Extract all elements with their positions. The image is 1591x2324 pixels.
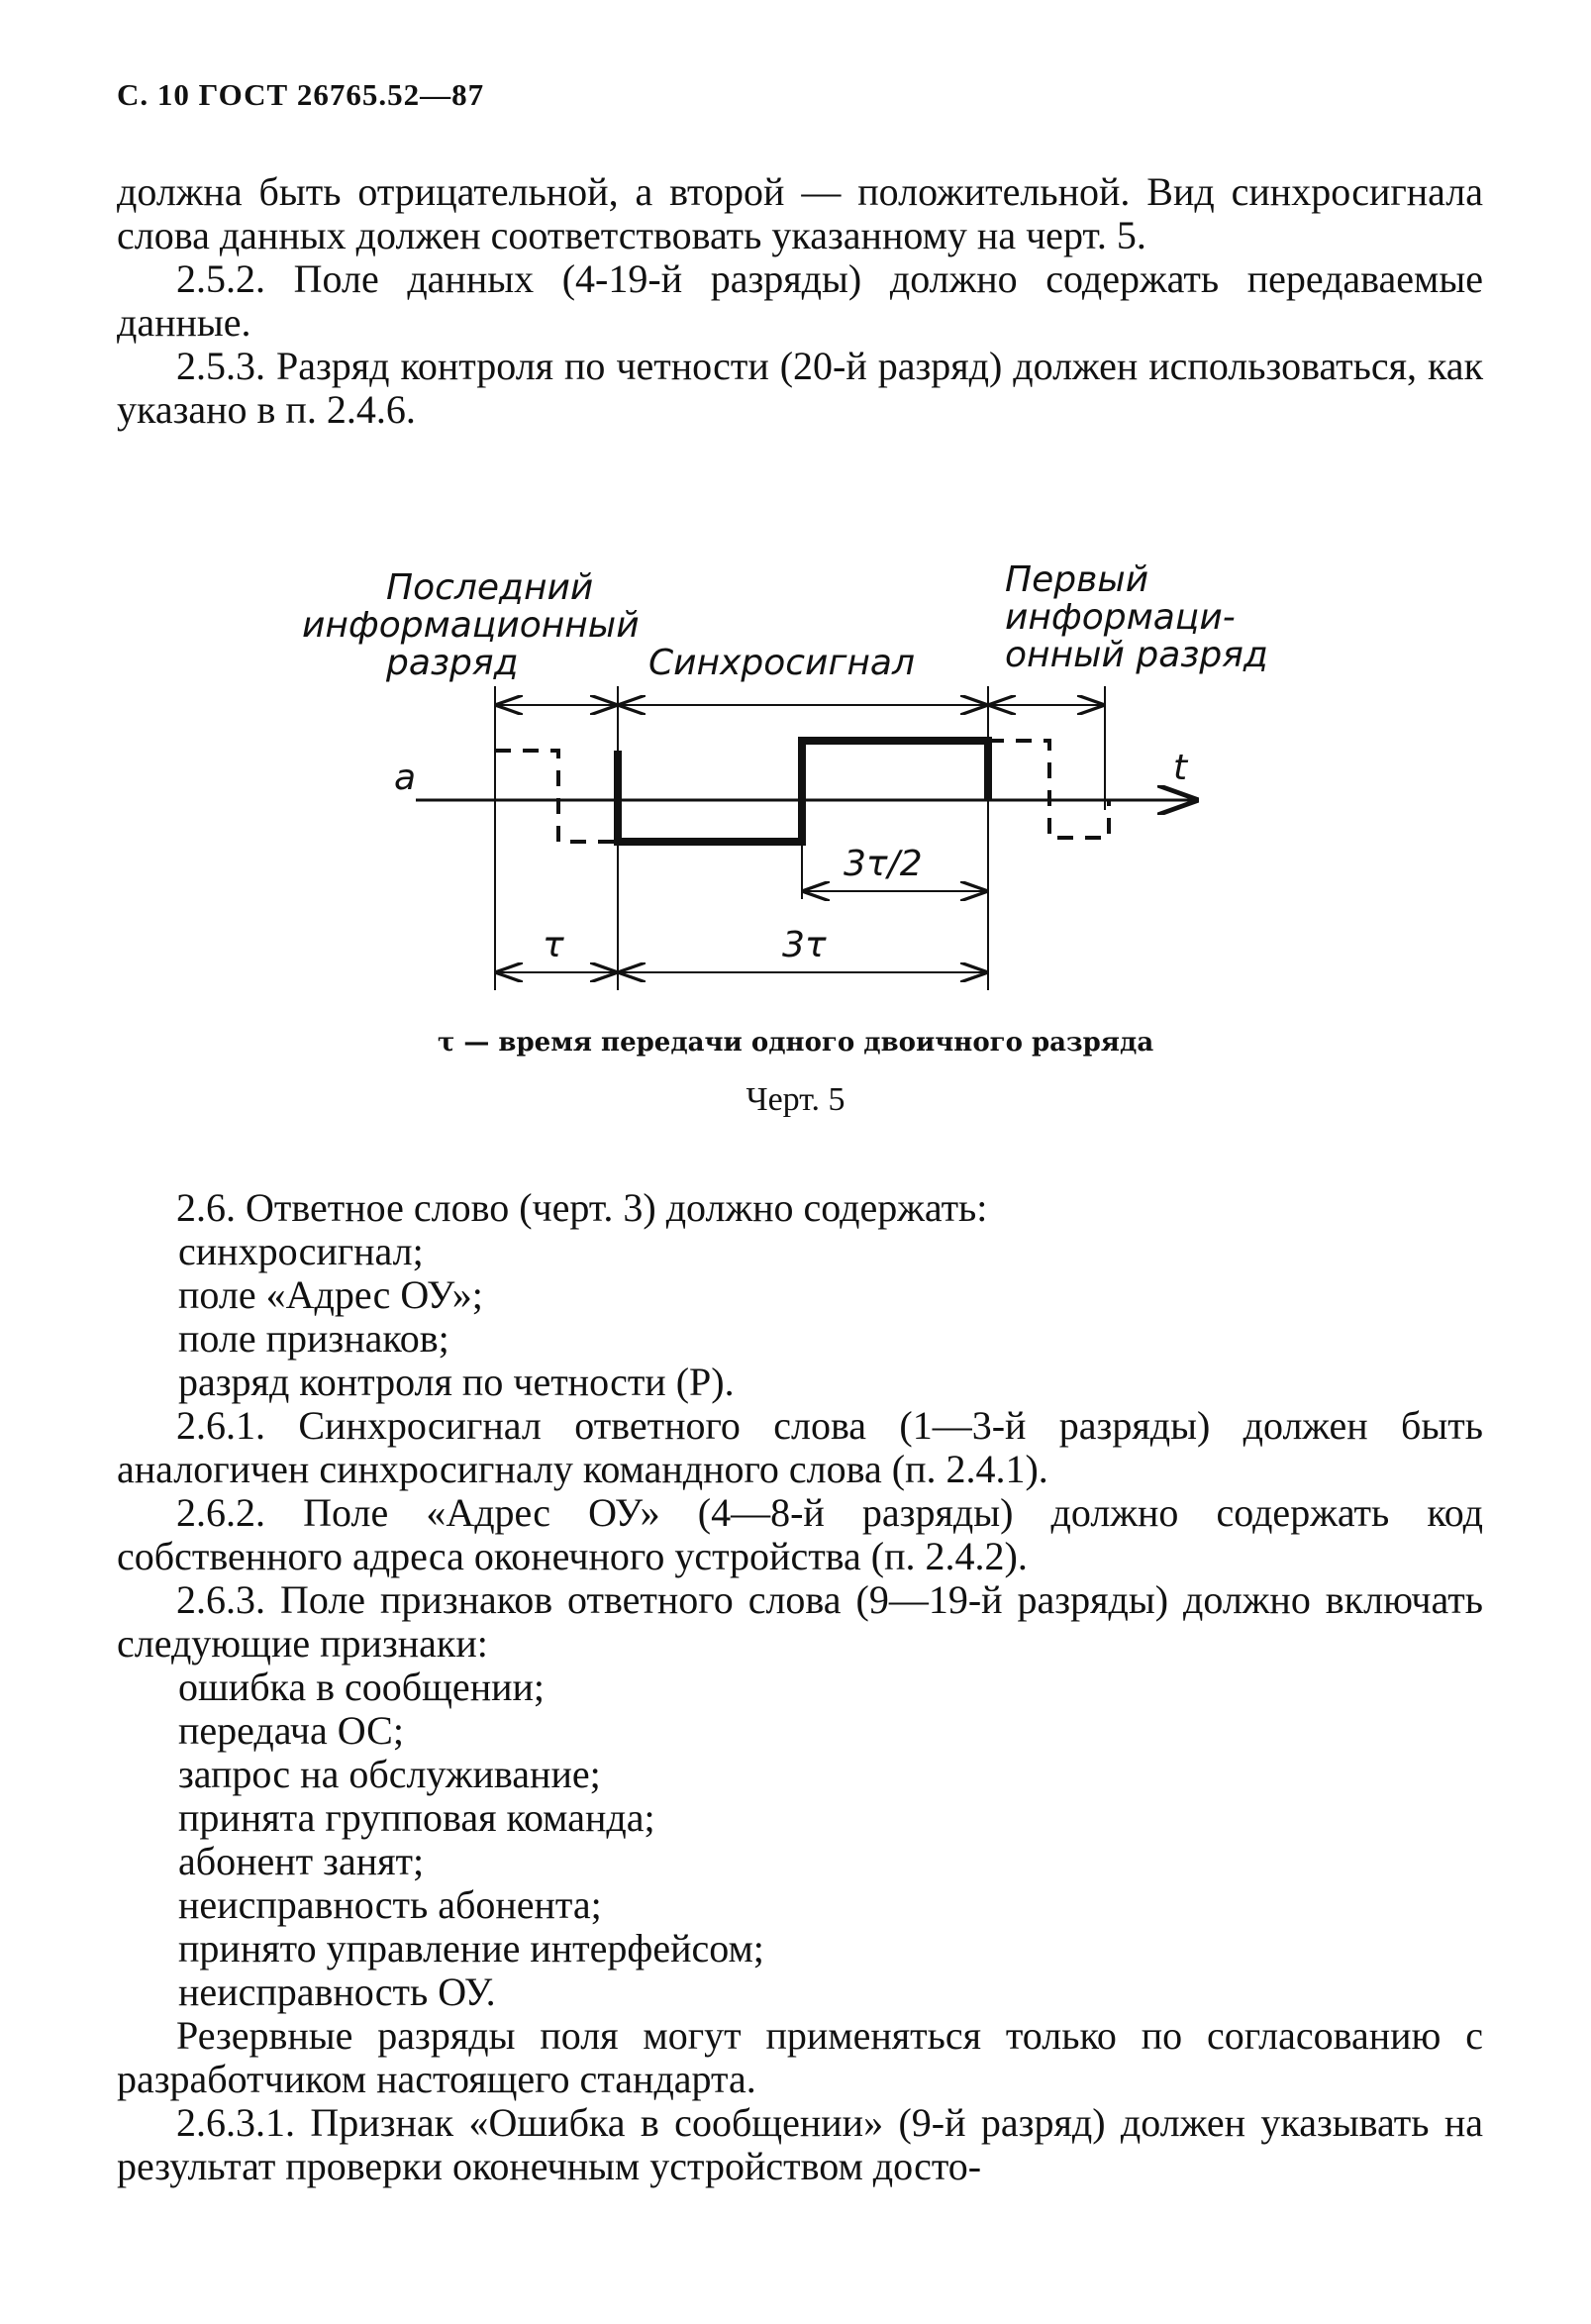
figure-caption: Черт. 5 (746, 1081, 845, 1118)
paragraph-2-5-2: 2.5.2. Поле данных (4-19-й разряды) должно содержать передаваемые данные. (117, 256, 1483, 345)
paragraph-2-6-3: 2.6.3. Поле признаков ответного слова (9—19-й разряды) должно включать следующие признаки: (117, 1577, 1483, 1666)
list-item: поле «Адрес ОУ»; (178, 1272, 483, 1317)
axis-label-t: t (1173, 748, 1188, 788)
paragraph-2-6-2: 2.6.2. Поле «Адрес ОУ» (4—8-й разряды) должно содержать код собственного адреса оконечного устройства (п. 2.4.2). (117, 1490, 1483, 1578)
list-item: ошибка в сообщении; (178, 1665, 546, 1709)
label-first-bit-line2: информаци- (1005, 597, 1236, 638)
axis-label-a: a (394, 758, 417, 798)
list-item: передача ОС; (178, 1708, 404, 1753)
dim-label-3tau-half: 3τ/2 (844, 844, 923, 884)
sync-signal-diagram (0, 535, 1591, 1000)
top-text (117, 170, 1483, 432)
list-item: запрос на обслуживание; (178, 1752, 601, 1796)
label-last-bit-line2: информационный (302, 605, 640, 646)
paragraph-2-6: 2.6. Ответное слово (черт. 3) должно содержать: (176, 1185, 988, 1230)
paragraph-2-5-3: 2.5.3. Разряд контроля по четности (20-й разряд) должен использоваться, как указано в п. 2.4.6. (117, 344, 1483, 432)
section-2-6 (117, 1186, 1483, 2188)
list-item: поле признаков; (178, 1316, 449, 1361)
paragraph-2-6-3-1: 2.6.3.1. Признак «Ошибка в сообщении» (9-й разряд) должен указывать на результат проверки оконечным устройством досто- (117, 2100, 1483, 2188)
paragraph-2-6-1: 2.6.1. Синхросигнал ответного слова (1—3-й разряды) должен быть аналогичен синхросигналу командного слова (п. 2.4.1). (117, 1403, 1483, 1491)
label-last-bit-line3: разряд (386, 643, 519, 683)
sync-signal-waveform (618, 741, 988, 842)
dim-label-3tau: 3τ (782, 925, 827, 965)
list-item: синхросигнал; (178, 1229, 424, 1273)
first-bit-dashed-waveform (988, 741, 1109, 838)
list-item: принято управление интерфейсом; (178, 1926, 764, 1970)
paragraph-continuation: должна быть отрицательной, а второй — положительной. Вид синхросигнала слова данных должен соответствовать указанному на черт. 5. (117, 169, 1483, 257)
list-item: разряд контроля по четности (Р). (178, 1360, 735, 1404)
label-sync-signal: Синхросигнал (648, 643, 915, 683)
dim-label-tau: τ (543, 925, 564, 965)
label-first-bit-line1: Первый (1005, 559, 1149, 600)
figure-note: τ — время передачи одного двоичного разряда (437, 1028, 1154, 1058)
page-header: С. 10 ГОСТ 26765.52—87 (117, 77, 485, 112)
list-item: неисправность абонента; (178, 1882, 602, 1927)
list-item: неисправность ОУ. (178, 1970, 496, 2014)
list-item: абонент занят; (178, 1839, 425, 1883)
list-item: принята групповая команда; (178, 1795, 655, 1840)
label-last-bit-line1: Последний (386, 567, 594, 608)
paragraph-reserve: Резервные разряды поля могут применяться только по согласованию с разработчиком настоящего стандарта. (117, 2013, 1483, 2101)
label-first-bit-line3: онный разряд (1005, 635, 1268, 675)
last-bit-dashed-waveform (495, 751, 618, 842)
